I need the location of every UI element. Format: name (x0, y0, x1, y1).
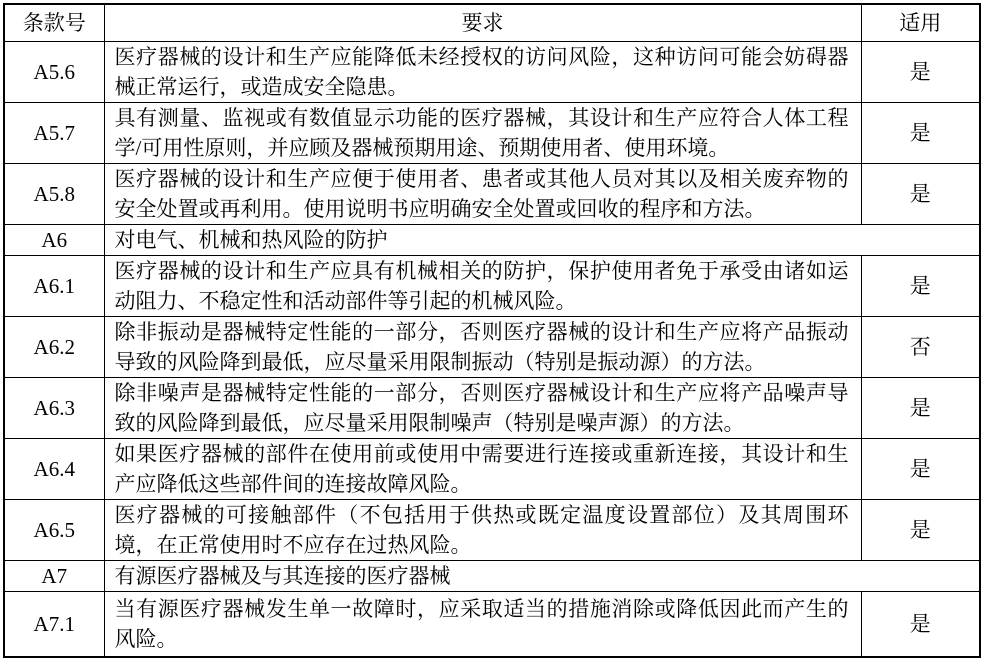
requirement-cell: 医疗器械的可接触部件（不包括用于供热或既定温度设置部位）及其周围环境，在正常使用时不应存在过热风险。 (104, 499, 861, 560)
requirement-column-header: 要求 (104, 4, 861, 41)
table-row-a5-7 (4, 102, 980, 163)
clause-cell: A6.2 (4, 316, 104, 377)
applicable-cell: 否 (861, 316, 980, 377)
clause-cell: A5.8 (4, 163, 104, 224)
applicable-cell: 是 (861, 438, 980, 499)
table-section-row-a6 (4, 224, 980, 255)
table-row-a7-1 (4, 591, 980, 657)
applicable-cell: 是 (861, 255, 980, 316)
applicable-column-header: 适用 (861, 4, 980, 41)
requirement-cell: 除非振动是器械特定性能的一部分，否则医疗器械的设计和生产应将产品振动导致的风险降到最低，应尽量采用限制振动（特别是振动源）的方法。 (104, 316, 861, 377)
requirement-cell: 医疗器械的设计和生产应便于使用者、患者或其他人员对其以及相关废弃物的安全处置或再利用。使用说明书应明确安全处置或回收的程序和方法。 (104, 163, 861, 224)
clause-cell: A7 (4, 560, 104, 591)
applicable-cell: 是 (861, 377, 980, 438)
applicable-cell: 是 (861, 41, 980, 102)
requirement-cell: 除非噪声是器械特定性能的一部分，否则医疗器械设计和生产应将产品噪声导致的风险降到最低，应尽量采用限制噪声（特别是噪声源）的方法。 (104, 377, 861, 438)
applicable-cell: 是 (861, 163, 980, 224)
table-header-row (4, 4, 980, 41)
clause-cell: A6.3 (4, 377, 104, 438)
table-row-a5-6 (4, 41, 980, 102)
table-row-a5-8 (4, 163, 980, 224)
requirement-cell: 具有测量、监视或有数值显示功能的医疗器械，其设计和生产应符合人体工程学/可用性原则，并应顾及器械预期用途、预期使用者、使用环境。 (104, 102, 861, 163)
applicable-cell: 是 (861, 102, 980, 163)
clause-column-header: 条款号 (4, 4, 104, 41)
section-title-cell: 有源医疗器械及与其连接的医疗器械 (104, 560, 980, 591)
clause-cell: A6 (4, 224, 104, 255)
table-row-a6-3 (4, 377, 980, 438)
clause-cell: A6.5 (4, 499, 104, 560)
table-row-a6-1 (4, 255, 980, 316)
table-row-a6-2 (4, 316, 980, 377)
table-row-a6-5 (4, 499, 980, 560)
clause-cell: A5.7 (4, 102, 104, 163)
section-title-cell: 对电气、机械和热风险的防护 (104, 224, 980, 255)
applicable-cell: 是 (861, 591, 980, 657)
requirement-cell: 医疗器械的设计和生产应能降低未经授权的访问风险，这种访问可能会妨碍器械正常运行，或造成安全隐患。 (104, 41, 861, 102)
requirement-cell: 当有源医疗器械发生单一故障时，应采取适当的措施消除或降低因此而产生的风险。 (104, 591, 861, 657)
clause-cell: A5.6 (4, 41, 104, 102)
applicable-cell: 是 (861, 499, 980, 560)
clause-cell: A7.1 (4, 591, 104, 657)
requirement-cell: 医疗器械的设计和生产应具有机械相关的防护，保护使用者免于承受由诸如运动阻力、不稳定性和活动部件等引起的机械风险。 (104, 255, 861, 316)
requirements-table (3, 3, 981, 658)
clause-cell: A6.1 (4, 255, 104, 316)
table-section-row-a7 (4, 560, 980, 591)
table-row-a6-4 (4, 438, 980, 499)
requirement-cell: 如果医疗器械的部件在使用前或使用中需要进行连接或重新连接，其设计和生产应降低这些部件间的连接故障风险。 (104, 438, 861, 499)
clause-cell: A6.4 (4, 438, 104, 499)
